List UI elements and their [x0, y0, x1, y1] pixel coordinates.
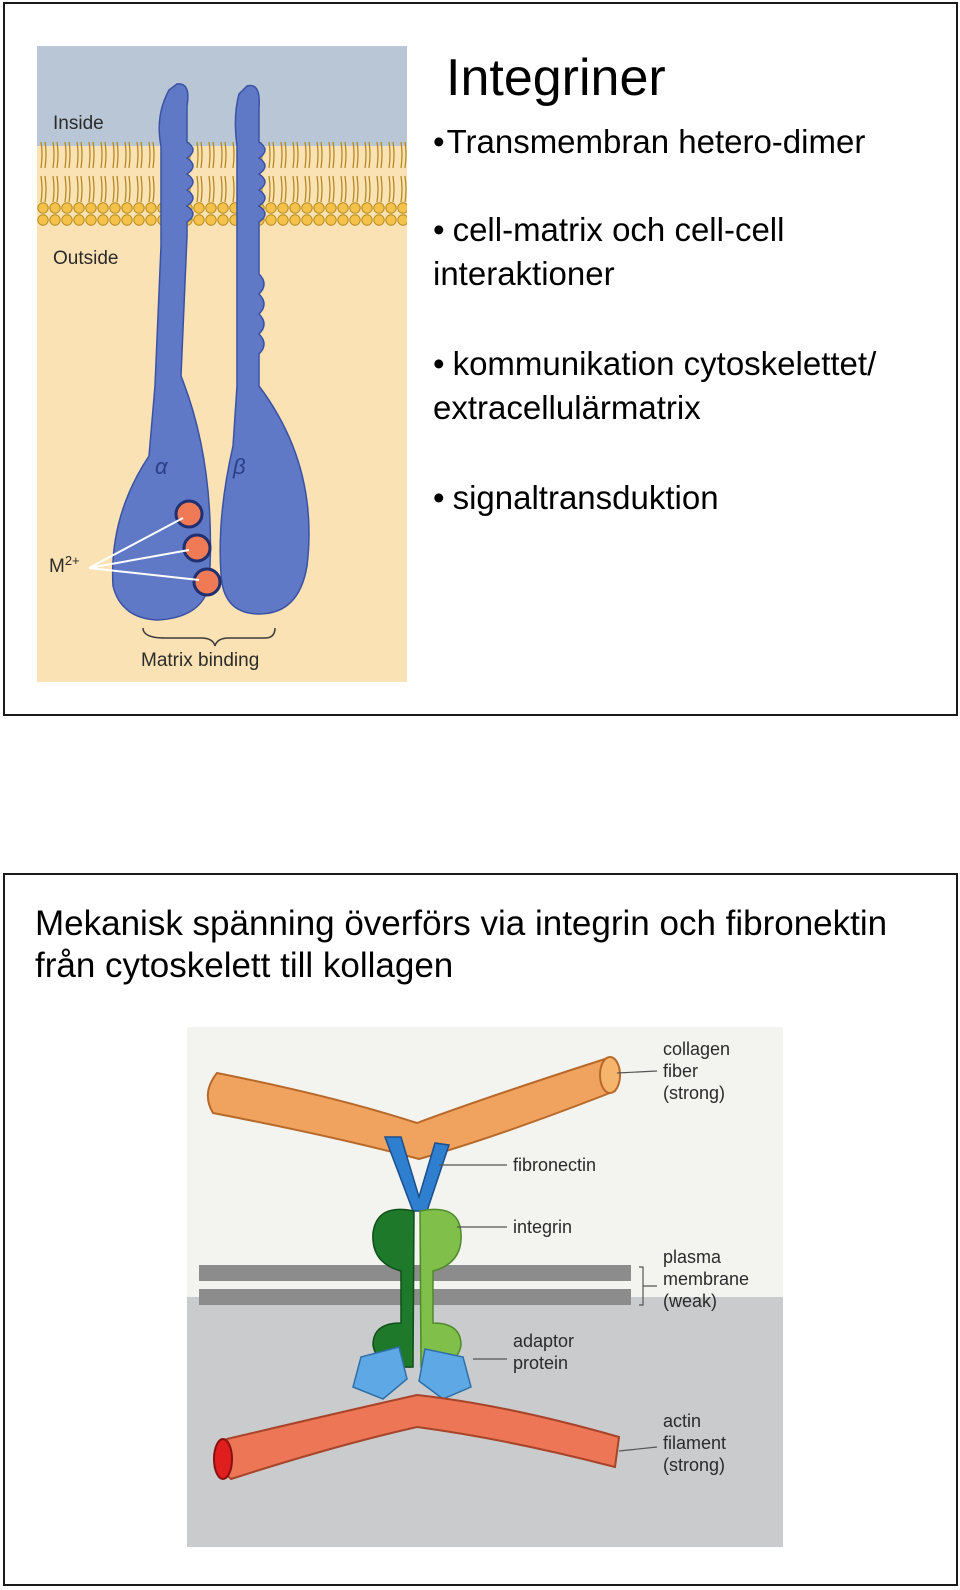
- alpha-label: α: [155, 454, 168, 479]
- plasma-membrane-label: plasma membrane (weak): [663, 1247, 750, 1311]
- bullet-item: [433, 342, 953, 430]
- bullet-text: signaltransduktion: [452, 479, 719, 516]
- bullet-item: [433, 120, 953, 164]
- ion-site-2: [184, 535, 210, 561]
- fibronectin-label: fibronectin: [513, 1155, 597, 1175]
- slide-integriner: [3, 2, 958, 716]
- integrin-structure-figure: [37, 46, 407, 682]
- bullet-marker: •: [433, 123, 445, 160]
- ion-site-1: [176, 501, 202, 527]
- bullet-marker: •: [433, 479, 445, 516]
- collagen-fiber-end: [600, 1057, 620, 1093]
- bullet-item: [433, 476, 953, 520]
- lipid-bilayer: [37, 142, 407, 226]
- adaptor-protein-label: adaptor protein: [513, 1331, 575, 1373]
- integrin-label: integrin: [513, 1217, 573, 1237]
- membrane-layer-inner: [199, 1289, 631, 1305]
- actin-filament-end: [214, 1439, 232, 1479]
- inside-label: Inside: [53, 113, 104, 134]
- slide-title: Integriner: [446, 49, 666, 107]
- metal-ion-label: $M^{2+}$: [49, 553, 80, 577]
- slide-title: Mekanisk spänning överförs via integrin och fibronektin från cytoskelett till kollagen: [35, 904, 888, 985]
- bullet-item: [433, 208, 953, 296]
- beta-label: β: [233, 454, 246, 479]
- bullet-marker: •: [433, 211, 445, 248]
- bullet-text: cell-matrix och cell-cell interaktioner: [433, 211, 785, 292]
- membrane-layer-outer: [199, 1265, 631, 1281]
- matrix-binding-label: Matrix binding: [141, 650, 260, 671]
- outside-region: [37, 146, 407, 682]
- collagen-fiber-label: collagen fiber (strong): [663, 1039, 731, 1103]
- actin-filament-label: actin filament (strong): [663, 1411, 727, 1475]
- bullet-text: kommunikation cytoskelettet/ extracellulärmatrix: [433, 345, 877, 426]
- ion-site-3: [194, 569, 220, 595]
- tension-transmission-figure: [187, 1027, 783, 1547]
- bullet-marker: •: [433, 345, 445, 382]
- slide-mekanisk-spanning: [3, 873, 958, 1586]
- outside-label: Outside: [53, 248, 119, 269]
- bullet-text: Transmembran hetero-dimer: [446, 123, 866, 160]
